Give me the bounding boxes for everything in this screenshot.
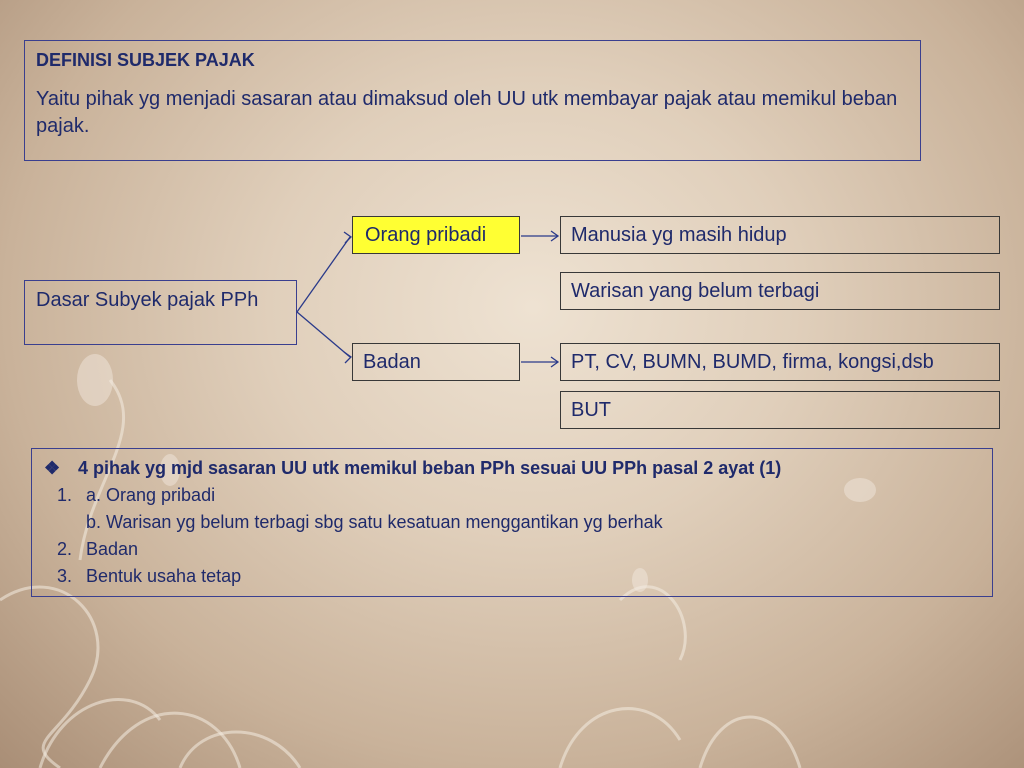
- list-item: [44, 536, 980, 563]
- list-heading: 4 pihak yg mjd sasaran UU utk memikul beban PPh sesuai UU PPh pasal 2 ayat (1): [78, 458, 782, 478]
- list-number: 3.: [56, 566, 72, 586]
- list-item: [44, 563, 980, 590]
- diamond-bullet-icon: ❖: [44, 458, 61, 478]
- list-text: a. Orang pribadi: [86, 485, 216, 505]
- leaf-badan-types: PT, CV, BUMN, BUMD, firma, kongsi,dsb: [560, 343, 1000, 381]
- list-number: 2.: [56, 539, 72, 559]
- list-heading-row: [44, 455, 980, 482]
- connector-root-to-badan: [297, 312, 350, 357]
- leaf-warisan: Warisan yang belum terbagi: [560, 272, 1000, 310]
- leaf-manusia-hidup: Manusia yg masih hidup: [560, 216, 1000, 254]
- subject-list-box: [31, 448, 993, 597]
- connector-root-to-orang: [297, 237, 350, 312]
- definition-body: Yaitu pihak yg menjadi sasaran atau dimaksud oleh UU utk membayar pajak atau memikul beban pajak.: [36, 88, 898, 137]
- list-item: [44, 482, 980, 509]
- list-item: [44, 509, 980, 536]
- list-text: Badan: [86, 539, 139, 559]
- leaf-but: BUT: [560, 391, 1000, 429]
- root-node-dasar-subyek: Dasar Subyek pajak PPh: [24, 280, 297, 345]
- list-text: b. Warisan yg belum terbagi sbg satu kesatuan menggantikan yg berhak: [86, 512, 663, 532]
- definition-title: DEFINISI SUBJEK PAJAK: [36, 50, 255, 70]
- branch-orang-pribadi: Orang pribadi: [352, 216, 520, 254]
- list-text: Bentuk usaha tetap: [86, 566, 242, 586]
- list-number: 1.: [56, 485, 72, 505]
- branch-badan: Badan: [352, 343, 520, 381]
